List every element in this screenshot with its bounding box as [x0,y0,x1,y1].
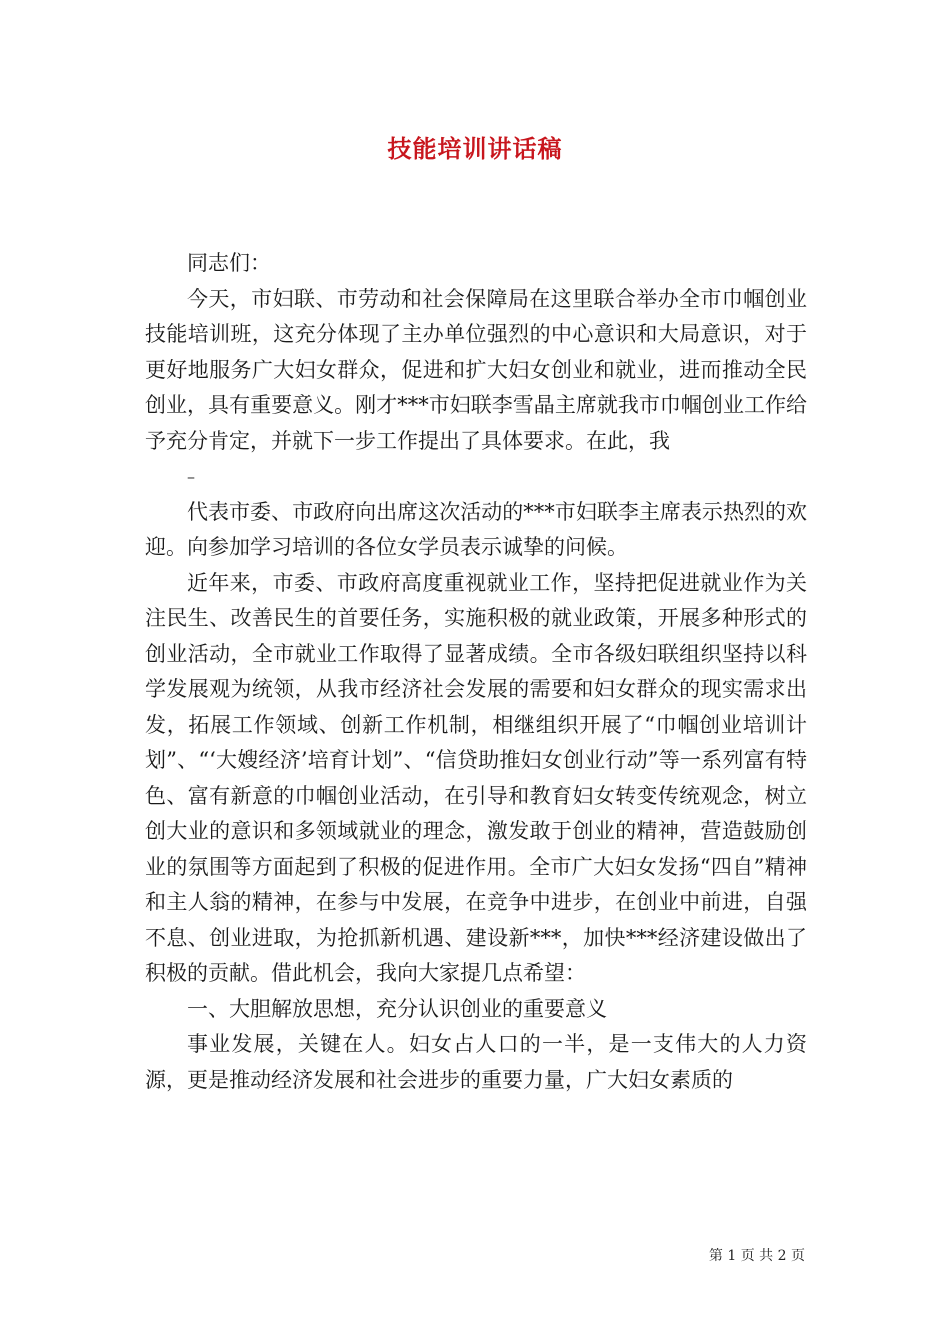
page-number-footer: 第 1 页 共 2 页 [708,1248,805,1264]
page-break-marker: – [187,467,195,486]
paragraph-4: 事业发展，关键在人。妇女占人口的一半，是一支伟大的人力资源，更是推动经济发展和社会进步的重要力量，广大妇女素质的 [145,1032,807,1092]
greeting: 同志们： [187,251,271,275]
paragraph-1: 今天，市妇联、市劳动和社会保障局在这里联合举办全市巾帼创业技能培训班，这充分体现了主办单位强烈的中心意识和大局意识，对于更好地服务广大妇女群众，促进和扩大妇女创业和就业，进而推动全民创业，具有重要意义。刚才***市妇联李雪晶主席就我市巾帼创业工作给予充分肯定，并就下一步工作提出了具体要求。在此，我 [145,286,807,453]
paragraph-3: 近年来，市委、市政府高度重视就业工作，坚持把促进就业作为关注民生、改善民生的首要任务，实施积极的就业政策，开展多种形式的创业活动，全市就业工作取得了显著成绩。全市各级妇联组织坚持以科学发展观为统领，从我市经济社会发展的需要和妇女群众的现实需求出发，拓展工作领域、创新工作机制，相继组织开展了“巾帼创业培训计划”、“‘大嫂经济’培育计划”、“信贷助推妇女创业行动”等一系列富有特色、富有新意的巾帼创业活动，在引导和教育妇女转变传统观念，树立创大业的意识和多领域就业的理念，激发敢于创业的精神，营造鼓励创业的氛围等方面起到了积极的促进作用。全市广大妇女发扬“四自”精神和主人翁的精神，在参与中发展，在竞争中进步，在创业中前进，自强不息、创业进取，为抢抓新机遇、建设新***，加快***经济建设做出了积极的贡献。借此机会，我向大家提几点希望： [145,570,807,985]
document-title: 技能培训讲话稿 [387,135,563,163]
section-heading-1: 一、大胆解放思想，充分认识创业的重要意义 [187,996,607,1021]
paragraph-2: 代表市委、市政府向出席这次活动的***市妇联李主席表示热烈的欢迎。向参加学习培训的各位女学员表示诚挚的问候。 [145,499,807,559]
document-body [145,246,807,1098]
